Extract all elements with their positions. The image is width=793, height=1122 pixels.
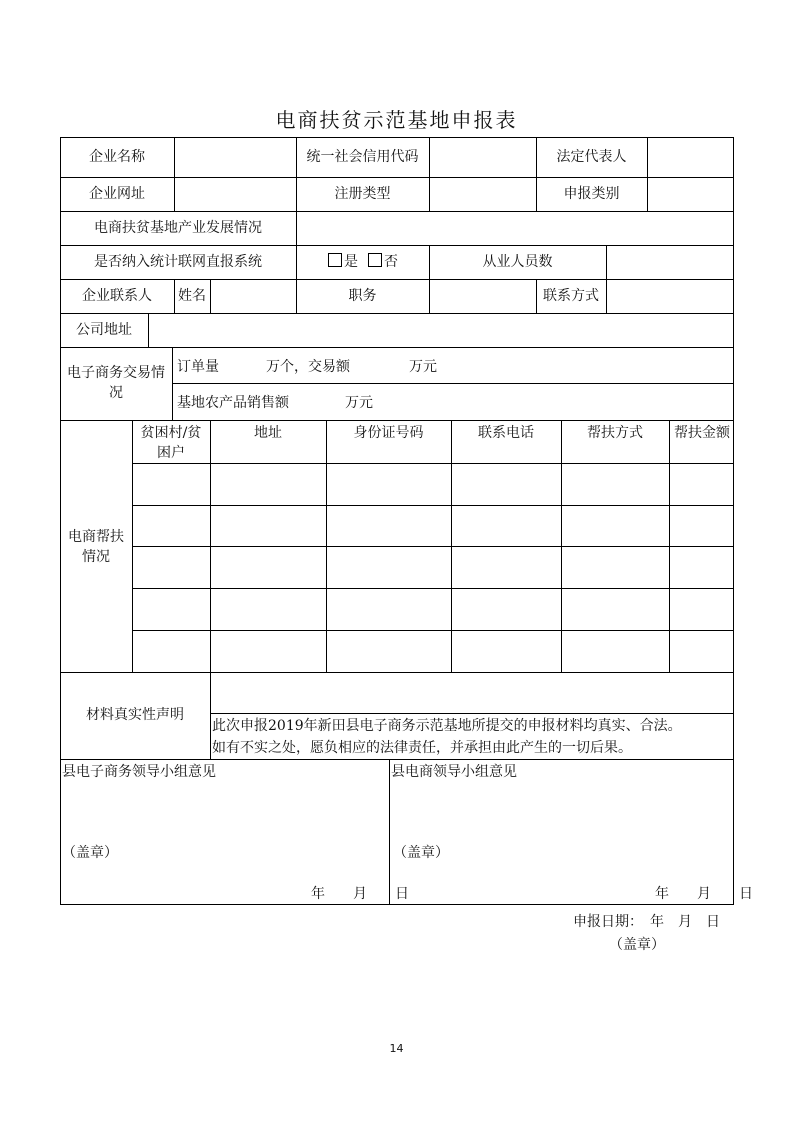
name-label: 姓名 <box>178 288 206 304</box>
orders-label: 订单量 <box>177 359 219 375</box>
rule <box>132 588 734 589</box>
reg-type-label: 注册类型 <box>334 186 391 202</box>
rule <box>60 177 734 178</box>
rule <box>210 279 211 313</box>
rule <box>606 279 607 313</box>
rule <box>210 713 734 714</box>
rule <box>60 759 734 760</box>
help-col-phone: 联系电话 <box>478 425 534 441</box>
declaration-line-2: 如有不实之处，愿负相应的法律责任，并承担由此产生的一切后果。 <box>212 740 632 756</box>
stat-system-label: 是否纳入统计联网直报系统 <box>94 254 262 270</box>
declaration-label: 材料真实性声明 <box>86 707 184 723</box>
opinion-left-seal: （盖章） <box>62 845 118 861</box>
rule <box>60 313 734 314</box>
rule <box>132 463 734 464</box>
rule <box>296 211 297 245</box>
rule <box>606 245 607 279</box>
rule <box>60 672 734 673</box>
opinion-right-date: 年 月 日 <box>655 886 753 902</box>
rule <box>60 420 734 421</box>
rule <box>132 505 734 506</box>
rule <box>451 420 452 672</box>
help-col-amount: 帮扶金额 <box>674 425 730 441</box>
rule <box>132 546 734 547</box>
ecom-label: 电子商务交易情况 <box>67 365 165 401</box>
declaration-line-1: 此次申报2019年新田县电子商务示范基地所提交的申报材料均真实、合法。 <box>212 718 682 734</box>
no-option[interactable] <box>368 252 398 272</box>
amount-unit-label: 万元 <box>409 359 437 375</box>
rule <box>647 137 648 211</box>
checkbox-icon[interactable] <box>328 253 342 267</box>
checkbox-icon[interactable] <box>368 253 382 267</box>
legal-rep-label: 法定代表人 <box>556 149 627 165</box>
rule <box>60 279 734 280</box>
website-label: 企业网址 <box>89 186 145 202</box>
rule <box>172 347 173 420</box>
rule <box>60 137 734 138</box>
farm-unit-label: 万元 <box>345 395 373 411</box>
contact-label: 企业联系人 <box>82 288 152 304</box>
position-label: 职务 <box>348 288 377 304</box>
rule <box>60 211 734 212</box>
rule <box>174 137 175 211</box>
page-number: 14 <box>389 1042 404 1055</box>
opinion-right-seal: （盖章） <box>393 845 449 861</box>
help-col-method: 帮扶方式 <box>587 425 643 441</box>
credit-code-label: 统一社会信用代码 <box>306 149 419 165</box>
rule <box>733 137 734 904</box>
rule <box>148 313 149 347</box>
company-name-label: 企业名称 <box>89 149 145 165</box>
no-label: 否 <box>384 254 398 270</box>
rule <box>210 672 211 759</box>
yes-option[interactable] <box>328 252 358 272</box>
staff-count-label: 从业人员数 <box>482 254 553 270</box>
footer-seal: （盖章） <box>609 937 665 953</box>
rule <box>326 420 327 672</box>
rule <box>60 904 734 905</box>
page-title: 电商扶贫示范基地申报表 <box>275 108 518 132</box>
yes-label: 是 <box>344 254 358 270</box>
rule <box>296 245 297 279</box>
opinion-right-label: 县电商领导小组意见 <box>391 764 517 780</box>
rule <box>60 347 734 348</box>
rule <box>429 279 430 313</box>
help-col-id-number: 身份证号码 <box>353 425 424 441</box>
rule <box>132 630 734 631</box>
rule <box>561 420 562 672</box>
rule <box>429 137 430 211</box>
rule <box>172 383 734 384</box>
rule <box>669 420 670 672</box>
rule <box>210 420 211 672</box>
farm-sales-label: 基地农产品销售额 <box>177 395 289 411</box>
rule <box>389 759 390 904</box>
help-col-village: 贫困村/贫困户 <box>140 425 202 461</box>
address-label: 公司地址 <box>76 322 132 338</box>
apply-type-label: 申报类别 <box>563 186 620 202</box>
contact-method-label: 联系方式 <box>543 288 599 304</box>
opinion-left-date: 年 月 日 <box>311 886 409 902</box>
help-col-address: 地址 <box>254 425 282 441</box>
help-label: 电商帮扶情况 <box>68 529 124 565</box>
apply-date: 申报日期： 年 月 日 <box>573 914 720 930</box>
opinion-left-label: 县电子商务领导小组意见 <box>62 764 216 780</box>
rule <box>60 245 734 246</box>
dev-status-label: 电商扶贫基地产业发展情况 <box>94 220 262 236</box>
rule <box>132 420 133 672</box>
orders-unit-label: 万个，交易额 <box>266 359 350 375</box>
